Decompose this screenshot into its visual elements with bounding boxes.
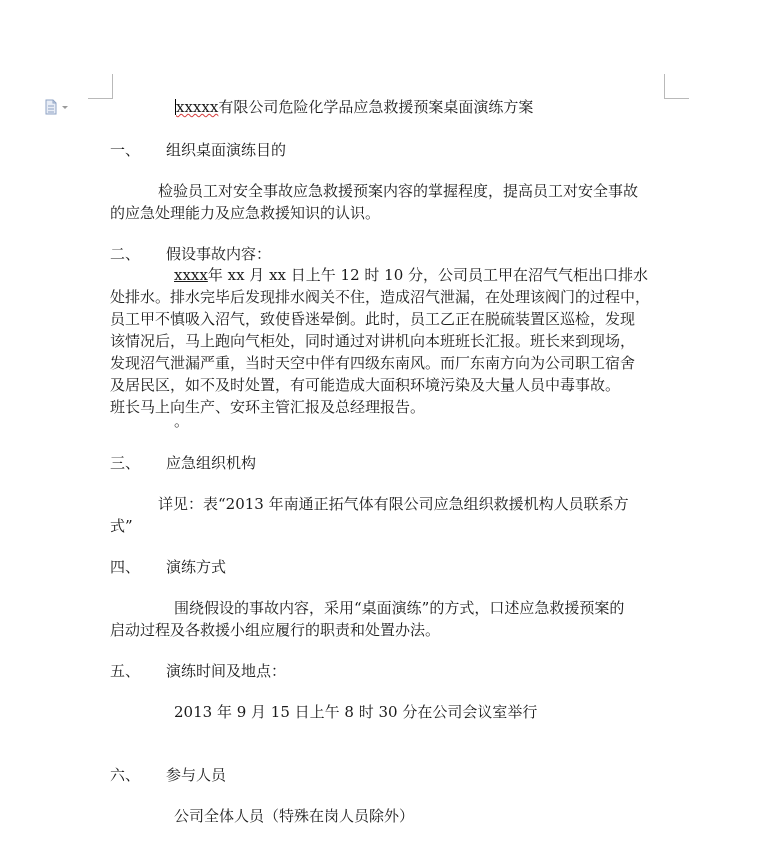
- scenario-line-1-text: 年 xx 月 xx 日上午 12 时 10 分，公司员工甲在沼气气柜出口排水: [207, 266, 649, 284]
- title-placeholder-company: xxxxx: [176, 98, 219, 116]
- section-heading-1: 组织桌面演练目的: [166, 141, 287, 159]
- section-number-4: 四、: [110, 558, 141, 576]
- scenario-line-6: 及居民区，如不及时处置，有可能造成大面积环境污染及大量人员中毒事故。: [110, 376, 621, 394]
- method-line-2: 启动过程及各救援小组应履行的职责和处置办法。: [110, 621, 441, 639]
- section-number-6: 六、: [110, 766, 141, 784]
- org-line-2: 式”: [110, 517, 133, 535]
- section-number-5: 五、: [110, 662, 141, 680]
- page-margin-corner-top-left: [88, 74, 113, 99]
- scenario-line-1: [110, 264, 666, 286]
- section-heading-5: 演练时间及地点：: [166, 662, 287, 680]
- scenario-line-3: 员工甲不慎吸入沼气，致使昏迷晕倒。此时，员工乙正在脱硫装置区巡检，发现: [110, 310, 636, 328]
- document-options-icon[interactable]: [44, 99, 70, 115]
- section-heading-6: 参与人员: [166, 766, 227, 784]
- scenario-line-7: 班长马上向生产、安环主管汇报及总经理报告。: [110, 398, 426, 416]
- time-place-text[interactable]: 2013 年 9 月 15 日上午 8 时 30 分在公司会议室举行: [174, 703, 538, 721]
- scenario-line-4: 该情况后，马上跑向气柜处，同时通过对讲机向本班班长汇报。班长来到现场，: [110, 332, 636, 350]
- section-heading-3: 应急组织机构: [166, 454, 257, 472]
- scenario-placeholder-year: xxxx: [174, 266, 208, 284]
- stray-punctuation: 。: [174, 412, 190, 430]
- purpose-line-2: 的应急处理能力及应急救援知识的认识。: [110, 204, 381, 222]
- purpose-paragraph[interactable]: [110, 180, 666, 224]
- section-number-2: 二、: [110, 245, 141, 263]
- section-number-3: 三、: [110, 454, 141, 472]
- method-paragraph[interactable]: [110, 597, 666, 641]
- title-text: 有限公司危险化学品应急救援预案桌面演练方案: [218, 98, 534, 116]
- page-margin-corner-top-right: [664, 74, 689, 99]
- document-title[interactable]: [175, 96, 533, 118]
- org-line-1: 详见：表“2013 年南通正拓气体有限公司应急组织救援机构人员联系方: [158, 495, 629, 513]
- scenario-line-5: 发现沼气泄漏严重，当时天空中伴有四级东南风。而厂东南方向为公司职工宿舍: [110, 354, 636, 372]
- scenario-paragraph[interactable]: [110, 264, 666, 418]
- method-line-1: 围绕假设的事故内容，采用“桌面演练”的方式，口述应急救援预案的: [174, 599, 625, 617]
- section-number-1: 一、: [110, 141, 141, 159]
- participants-text[interactable]: 公司全体人员（特殊在岗人员除外）: [174, 807, 415, 825]
- org-paragraph[interactable]: [110, 493, 666, 537]
- section-heading-4: 演练方式: [166, 558, 227, 576]
- section-heading-2: 假设事故内容：: [166, 245, 272, 263]
- scenario-line-2: 处排水。排水完毕后发现排水阀关不住，造成沼气泄漏，在处理该阀门的过程中，: [110, 288, 651, 306]
- purpose-line-1: 检验员工对安全事故应急救援预案内容的掌握程度，提高员工对安全事故: [158, 182, 639, 200]
